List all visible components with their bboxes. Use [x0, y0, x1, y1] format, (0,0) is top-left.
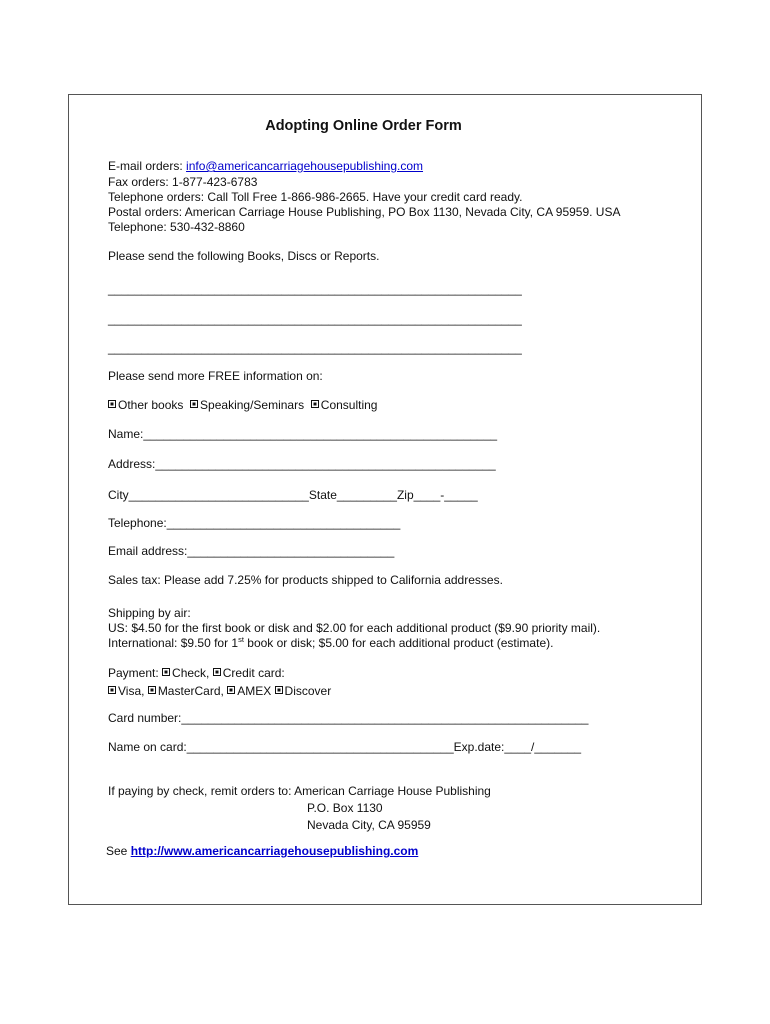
order-line-2[interactable]: ______________________________________________________________ — [108, 312, 522, 326]
shipping-intl-prefix: International: $9.50 for 1 — [108, 636, 239, 650]
website-link[interactable]: http://www.americancarriagehousepublishing.com — [130, 844, 419, 858]
card-visa: Visa, — [118, 684, 145, 698]
card-mastercard: MasterCard, — [157, 684, 224, 698]
card-amex: AMEX — [237, 684, 272, 698]
fax-orders: Fax orders: 1-877-423-6783 — [108, 175, 258, 189]
shipping-heading: Shipping by air: — [108, 606, 191, 620]
remit-line-3: Nevada City, CA 95959 — [307, 818, 431, 832]
email-link[interactable]: info@americancarriagehousepublishing.com — [186, 159, 424, 173]
remit-line-1: If paying by check, remit orders to: American Carriage House Publishing — [108, 784, 491, 798]
card-discover: Discover — [284, 684, 332, 698]
email-orders-line — [108, 159, 423, 173]
checkbox-icon[interactable] — [275, 686, 283, 694]
shipping-international — [108, 636, 553, 650]
order-line-1[interactable]: ______________________________________________________________ — [108, 282, 522, 296]
see-prefix: See — [106, 844, 131, 858]
payment-line — [108, 666, 285, 680]
checkbox-icon[interactable] — [227, 686, 235, 694]
telephone-orders: Telephone orders: Call Toll Free 1-866-986-2665. Have your credit card ready. — [108, 190, 523, 204]
checkbox-icon[interactable] — [213, 668, 221, 676]
checkbox-icon[interactable] — [108, 686, 116, 694]
checkbox-icon[interactable] — [190, 400, 198, 408]
payment-check: Check, — [172, 666, 210, 680]
see-website-line — [106, 844, 418, 858]
checkbox-icon[interactable] — [162, 668, 170, 676]
request-intro: Please send the following Books, Discs or Reports. — [108, 249, 380, 263]
page-title: Adopting Online Order Form — [265, 118, 462, 134]
checkbox-icon[interactable] — [108, 400, 116, 408]
payment-label: Payment: — [108, 666, 163, 680]
option-speaking-seminars: Speaking/Seminars — [200, 398, 305, 412]
name-field[interactable]: Name:_____________________________________________________ — [108, 427, 498, 441]
remit-line-2: P.O. Box 1130 — [307, 801, 383, 815]
telephone-field[interactable]: Telephone:___________________________________ — [108, 516, 401, 530]
payment-credit-card: Credit card: — [222, 666, 285, 680]
shipping-intl-suffix: book or disk; $5.00 for each additional product (estimate). — [243, 636, 554, 650]
option-consulting: Consulting — [320, 398, 378, 412]
order-line-3[interactable]: ______________________________________________________________ — [108, 341, 522, 355]
email-field[interactable]: Email address:_______________________________ — [108, 544, 395, 558]
name-on-card-field[interactable]: Name on card:________________________________________Exp.date:____/_______ — [108, 740, 582, 754]
shipping-us: US: $4.50 for the first book or disk and $2.00 for each additional product ($9.90 priority mail). — [108, 621, 601, 635]
telephone: Telephone: 530-432-8860 — [108, 220, 245, 234]
postal-orders: Postal orders: American Carriage House Publishing, PO Box 1130, Nevada City, CA 95959. USA — [108, 205, 621, 219]
card-types-line — [108, 684, 331, 698]
sales-tax: Sales tax: Please add 7.25% for products shipped to California addresses. — [108, 573, 503, 587]
card-number-field[interactable]: Card number:_____________________________________________________________ — [108, 711, 589, 725]
email-orders-label: E-mail orders: — [108, 159, 187, 173]
free-info-label: Please send more FREE information on: — [108, 369, 323, 383]
shipping-intl-sup: st — [238, 635, 244, 644]
address-field[interactable]: Address:___________________________________________________ — [108, 457, 496, 471]
checkbox-icon[interactable] — [148, 686, 156, 694]
city-state-zip-field[interactable]: City___________________________State_________Zip____-_____ — [108, 488, 478, 502]
checkbox-icon[interactable] — [311, 400, 319, 408]
option-other-books: Other books — [118, 398, 184, 412]
free-info-options — [108, 398, 377, 412]
